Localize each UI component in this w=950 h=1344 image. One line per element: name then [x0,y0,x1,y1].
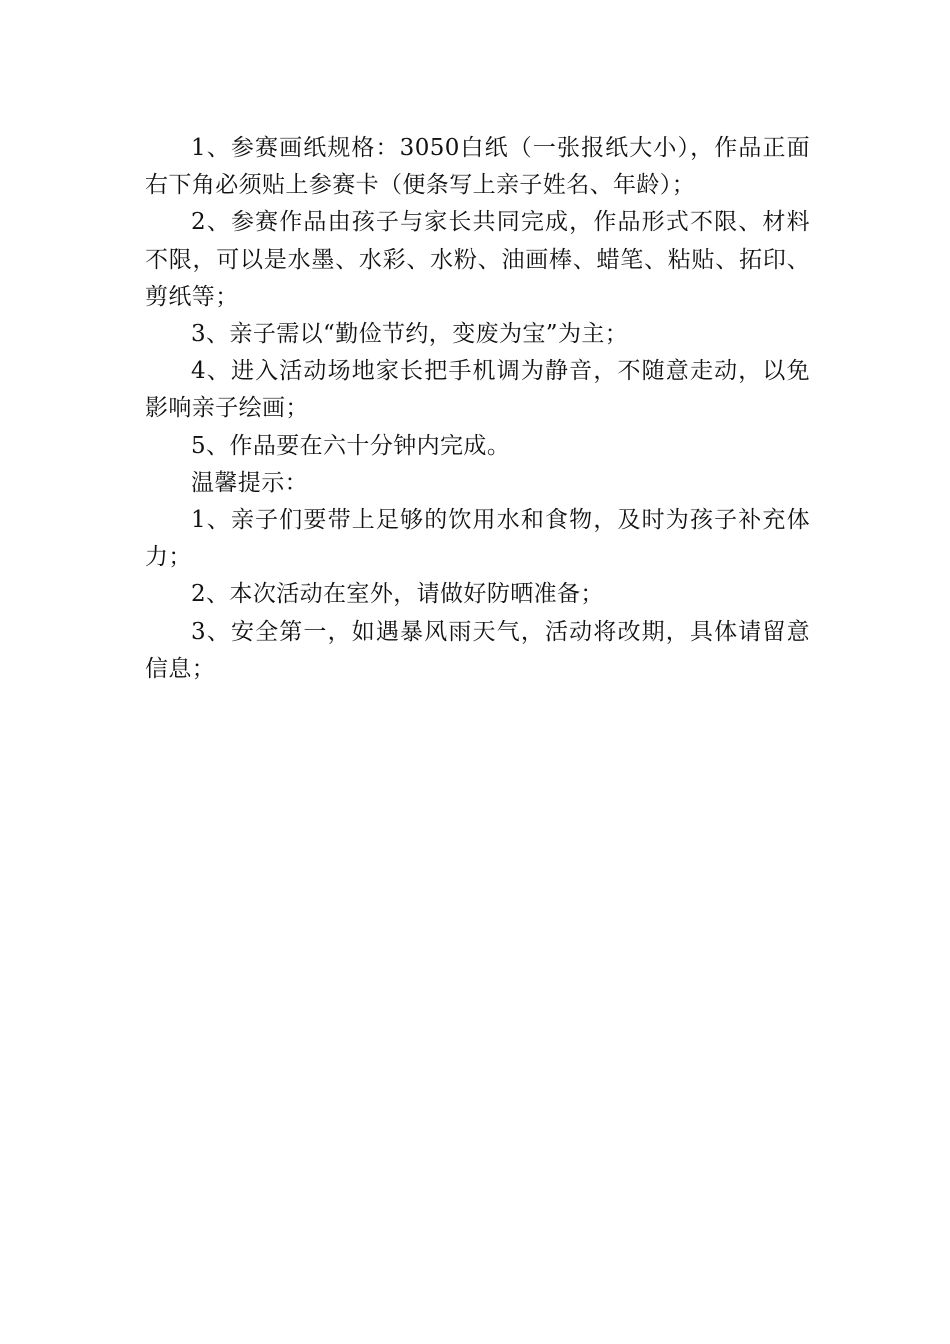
paragraph-rule-1: 1、参赛画纸规格：3050白纸（一张报纸大小），作品正面右下角必须贴上参赛卡（便条写上亲子姓名、年龄）； [145,135,810,199]
paragraph-rule-3: 3、亲子需以“勤俭节约，变废为宝”为主； [191,321,629,348]
paragraph-rule-5: 5、作品要在六十分钟内完成。 [191,432,511,459]
paragraph-rule-4: 4、进入活动场地家长把手机调为静音，不随意走动，以免影响亲子绘画； [145,358,810,422]
paragraph-rule-2: 2、参赛作品由孩子与家长共同完成，作品形式不限、材料不限，可以是水墨、水彩、水粉、油画棒、蜡笔、粘贴、拓印、剪纸等； [145,209,810,310]
document-body [145,130,810,688]
paragraph-tip-1: 1、亲子们要带上足够的饮用水和食物，及时为孩子补充体力； [145,507,810,571]
section-heading-tips: 温馨提示： [191,469,308,496]
paragraph-tip-3: 3、安全第一，如遇暴风雨天气，活动将改期，具体请留意信息； [145,618,810,682]
paragraph-tip-2: 2、本次活动在室外，请做好防晒准备； [191,581,604,608]
